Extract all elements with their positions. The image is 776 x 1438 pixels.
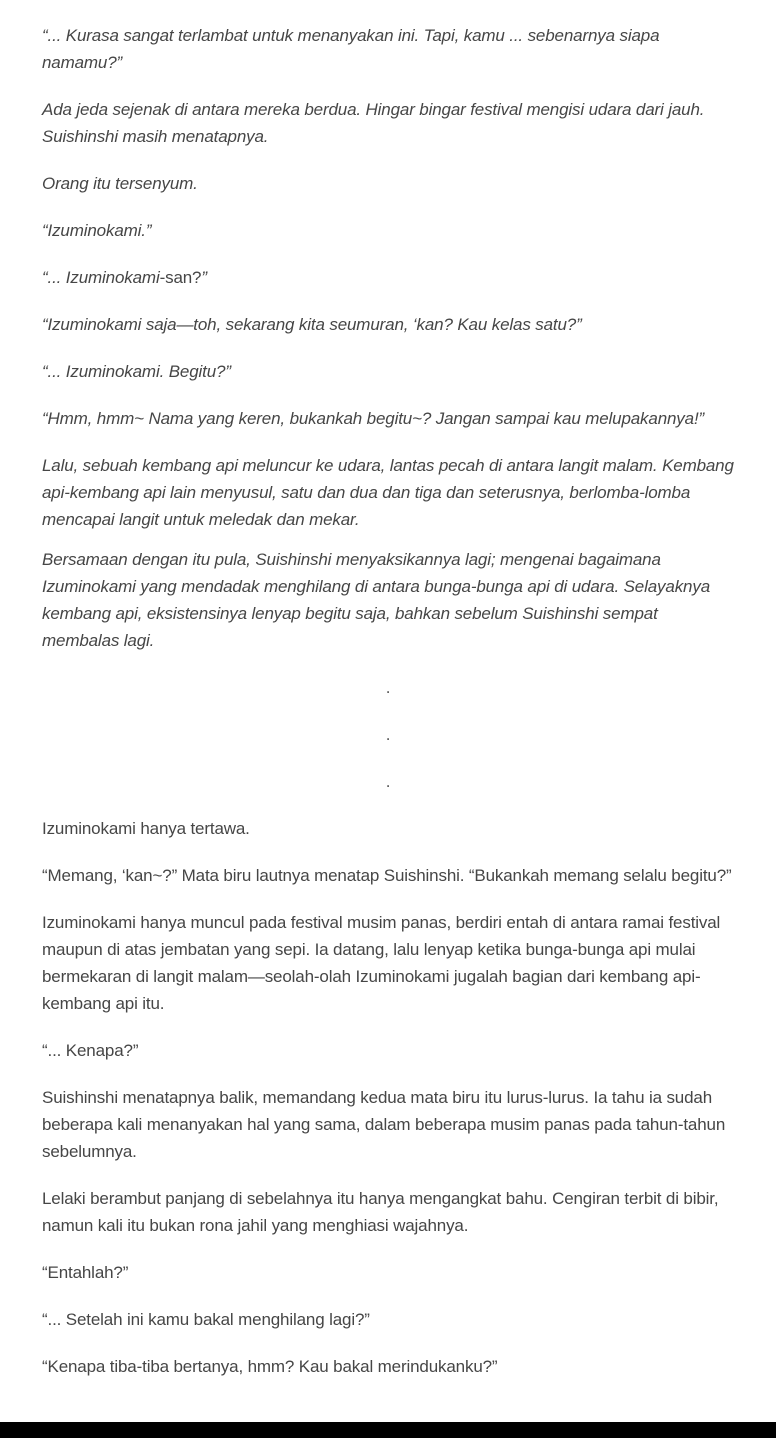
story-paragraph: Lelaki berambut panjang di sebelahnya itu hanya mengangkat bahu. Cengiran terbit di bibir, namun kali itu bukan rona jahil yang menghiasi wajahnya. [42, 1189, 719, 1235]
story-paragraph: Ada jeda sejenak di antara mereka berdua. Hingar bingar festival mengisi udara dari jauh. Suishinshi masih menatapnya. [42, 100, 705, 146]
honorific-segment: -san? [159, 268, 202, 287]
story-text [42, 22, 734, 1380]
story-paragraph: Orang itu tersenyum. [42, 174, 198, 193]
story-paragraph: Suishinshi menatapnya balik, memandang kedua mata biru itu lurus-lurus. Ia tahu ia sudah beberapa kali menanyakan hal yang sama, dalam beberapa musim panas pada tahun-tahun sebelumnya. [42, 1088, 726, 1161]
story-paragraph: “Kenapa tiba-tiba bertanya, hmm? Kau bakal merindukanku?” [42, 1357, 498, 1376]
story-paragraph: “... Kenapa?” [42, 1041, 139, 1060]
bottom-letterbox-bar [0, 1422, 776, 1438]
story-paragraph: “Memang, ‘kan~?” Mata biru lautnya menatap Suishinshi. “Bukankah memang selalu begitu?” [42, 866, 732, 885]
dialogue-segment: “... Izuminokami [42, 268, 160, 287]
story-paragraph: Bersamaan dengan itu pula, Suishinshi menyaksikannya lagi; mengenai bagaimana Izuminokami yang mendadak menghilang di antara bunga-bunga api di udara. Selayaknya kembang api, eksistensinya lenyap begitu saja, bahkan sebelum Suishinshi sempat membalas lagi. [42, 550, 710, 650]
story-paragraph: “Izuminokami.” [42, 221, 152, 240]
story-paragraph: “Izuminokami saja—toh, sekarang kita seumuran, ‘kan? Kau kelas satu?” [42, 315, 582, 334]
story-paragraph: Lalu, sebuah kembang api meluncur ke udara, lantas pecah di antara langit malam. Kembang api-kembang api lain menyusul, satu dan dua dan tiga dan seterusnya, berlomba-lomba mencapai langit untuk meledak dan mekar. [42, 456, 734, 529]
story-paragraph: “... Setelah ini kamu bakal menghilang lagi?” [42, 1310, 370, 1329]
story-paragraph: “Hmm, hmm~ Nama yang keren, bukankah begitu~? Jangan sampai kau melupakannya!” [42, 409, 705, 428]
story-paragraph: “... Izuminokami. Begitu?” [42, 362, 231, 381]
scene-separator-dot: . [385, 725, 391, 744]
scene-separator-dot: . [385, 678, 391, 697]
scene-separator-dot: . [385, 772, 391, 791]
closing-quote-segment: ” [201, 268, 207, 287]
story-paragraph: “Entahlah?” [42, 1263, 129, 1282]
story-paragraph: Izuminokami hanya muncul pada festival musim panas, berdiri entah di antara ramai festival maupun di atas jembatan yang sepi. Ia datang, lalu lenyap ketika bunga-bunga api mulai bermekaran di langit malam—seolah-olah Izuminokami jugalah bagian dari kembang api-kembang api itu. [42, 913, 721, 1013]
story-paragraph: Izuminokami hanya tertawa. [42, 819, 250, 838]
story-paragraph: “... Kurasa sangat terlambat untuk menanyakan ini. Tapi, kamu ... sebenarnya siapa namamu?” [42, 26, 660, 72]
story-paragraph [42, 264, 734, 291]
